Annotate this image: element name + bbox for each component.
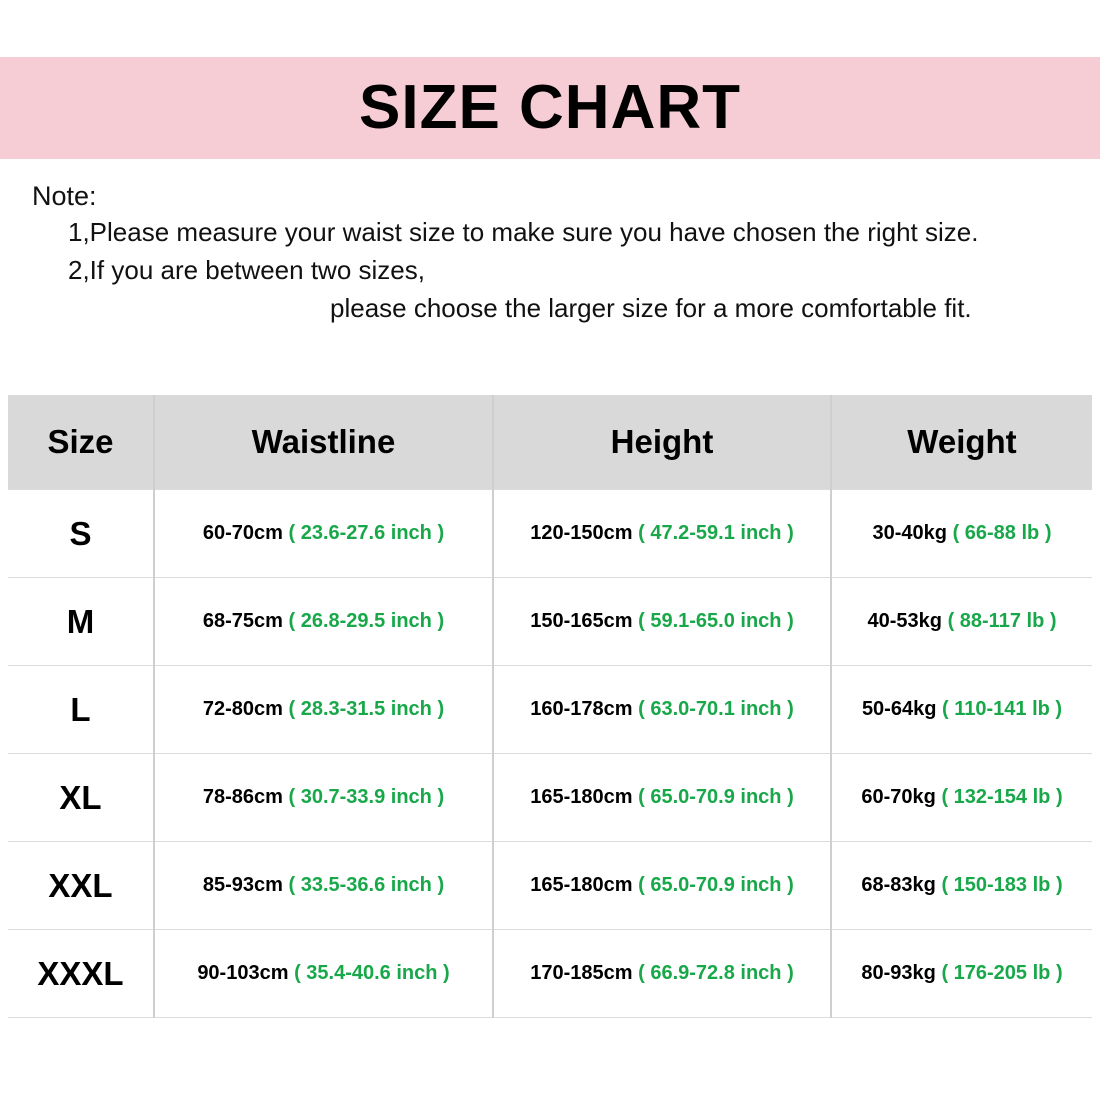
height-imperial: ( 59.1-65.0 inch )	[638, 610, 794, 632]
cell-waistline	[154, 754, 493, 842]
cell-height	[493, 842, 831, 930]
cell-size: XXL	[48, 866, 113, 904]
weight-imperial: ( 66-88 lb )	[952, 522, 1052, 544]
size-chart-table	[8, 395, 1092, 1018]
cell-weight	[831, 578, 1092, 666]
weight-metric: 30-40kg	[872, 522, 947, 544]
waist-metric: 72-80cm	[202, 698, 283, 720]
waist-imperial: ( 30.7-33.9 inch )	[288, 786, 445, 808]
waist-imperial: ( 35.4-40.6 inch )	[294, 962, 450, 984]
table-row	[8, 578, 1092, 666]
cell-height	[493, 578, 831, 666]
table-row	[8, 842, 1092, 930]
height-metric: 165-180cm	[530, 874, 633, 896]
cell-waistline	[154, 490, 493, 578]
cell-height	[493, 754, 831, 842]
height-metric: 170-185cm	[530, 962, 633, 984]
height-imperial: ( 65.0-70.9 inch )	[638, 874, 794, 896]
column-header-size: Size	[8, 395, 154, 490]
cell-size: XXXL	[37, 954, 124, 992]
column-header-height: Height	[493, 395, 831, 490]
cell-weight	[831, 490, 1092, 578]
cell-waistline	[154, 666, 493, 754]
cell-size: M	[66, 602, 95, 640]
column-header-weight: Weight	[831, 395, 1092, 490]
column-header-waistline: Waistline	[154, 395, 493, 490]
table-row	[8, 666, 1092, 754]
cell-size: L	[70, 690, 91, 728]
weight-imperial: ( 110-141 lb )	[942, 698, 1063, 720]
height-metric: 160-178cm	[530, 698, 633, 720]
waist-metric: 60-70cm	[202, 522, 283, 544]
table-row	[8, 490, 1092, 578]
weight-metric: 60-70kg	[861, 786, 936, 808]
weight-imperial: ( 150-183 lb )	[941, 874, 1063, 896]
cell-weight	[831, 754, 1092, 842]
weight-imperial: ( 88-117 lb )	[947, 610, 1057, 632]
cell-height	[493, 666, 831, 754]
weight-metric: 80-93kg	[861, 962, 936, 984]
table-body	[8, 490, 1092, 1018]
cell-weight	[831, 666, 1092, 754]
weight-imperial: ( 132-154 lb )	[941, 786, 1063, 808]
waist-imperial: ( 33.5-36.6 inch )	[288, 874, 445, 896]
cell-weight	[831, 930, 1092, 1018]
waist-imperial: ( 26.8-29.5 inch )	[288, 610, 445, 632]
table-row	[8, 754, 1092, 842]
notes-section	[0, 178, 1100, 328]
cell-weight	[831, 842, 1092, 930]
height-imperial: ( 65.0-70.9 inch )	[638, 786, 794, 808]
height-metric: 165-180cm	[530, 786, 633, 808]
cell-size: XL	[59, 778, 102, 816]
cell-size: S	[8, 490, 154, 578]
note-label: Note:	[32, 181, 97, 211]
height-imperial: ( 66.9-72.8 inch )	[638, 962, 794, 984]
cell-waistline	[154, 842, 493, 930]
waist-imperial: ( 28.3-31.5 inch )	[288, 698, 445, 720]
cell-waistline	[154, 930, 493, 1018]
page-title: SIZE CHART	[359, 73, 741, 142]
waist-metric: 68-75cm	[202, 610, 283, 632]
cell-height	[493, 490, 831, 578]
title-banner	[0, 57, 1100, 159]
weight-metric: 50-64kg	[861, 698, 937, 720]
weight-imperial: ( 176-205 lb )	[941, 962, 1063, 984]
height-metric: 120-150cm	[530, 522, 633, 544]
table-header	[8, 395, 1092, 490]
height-metric: 150-165cm	[530, 610, 633, 632]
height-imperial: ( 63.0-70.1 inch )	[638, 698, 794, 720]
cell-waistline	[154, 578, 493, 666]
note-line-2-continued: please choose the larger size for a more comfortable fit.	[330, 292, 972, 323]
cell-height	[493, 930, 831, 1018]
waist-imperial: ( 23.6-27.6 inch )	[288, 522, 445, 544]
note-line-2: 2,If you are between two sizes,	[68, 255, 425, 286]
waist-metric: 78-86cm	[202, 786, 283, 808]
waist-metric: 90-103cm	[197, 962, 289, 984]
note-line-1: 1,Please measure your waist size to make sure you have chosen the right size.	[68, 217, 979, 248]
height-imperial: ( 47.2-59.1 inch )	[638, 522, 794, 544]
table-header-row	[8, 395, 1092, 490]
weight-metric: 40-53kg	[867, 610, 942, 632]
weight-metric: 68-83kg	[861, 874, 936, 896]
table-row	[8, 930, 1092, 1018]
waist-metric: 85-93cm	[202, 874, 283, 896]
